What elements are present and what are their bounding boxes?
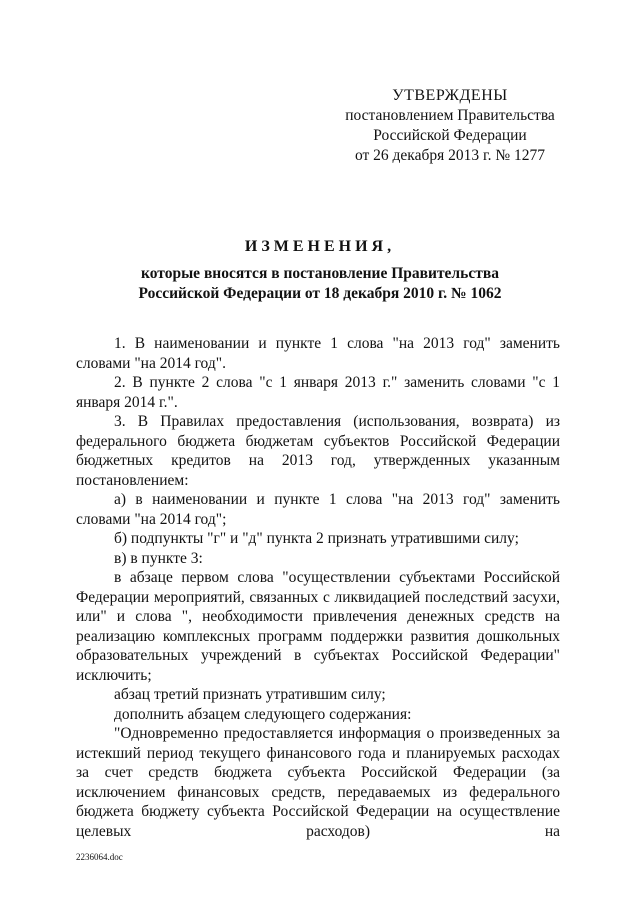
subtitle-line: Российской Федерации от 18 декабря 2010 г. № 1062 — [138, 285, 502, 302]
paragraph: 1. В наименовании и пункте 1 слова "на 2013 год" заменить словами "на 2014 год". — [76, 335, 560, 372]
paragraph: в) в пункте 3: — [114, 549, 203, 567]
document-subtitle — [60, 264, 580, 304]
paragraph: "Одновременно предоставляется информация о произведенных за истекший период текущего финансового года и планируемых расходах за счет средств бюджета субъекта Российской Федерации (за исключением финансовых средств, передаваемых из федерального бюджета бюджету субъекта Российской Федерации на осуществление целевых расходов) на — [76, 725, 560, 840]
document-body — [76, 334, 560, 841]
approval-line: Российской Федерации — [373, 127, 527, 144]
paragraph: 3. В Правилах предоставления (использования, возврата) из федерального бюджета бюджетам субъектов Российской Федерации бюджетных кредитов на 2013 год, утвержденных указанным постановлением: — [76, 413, 560, 489]
paragraph: б) подпункты "г" и "д" пункта 2 признать утратившими силу; — [114, 530, 519, 547]
document-title: ИЗМЕНЕНИЯ, — [244, 238, 396, 255]
approval-line: от 26 декабря 2013 г. № 1277 — [354, 147, 546, 164]
document-title-block — [60, 236, 580, 304]
paragraph: дополнить абзацем следующего содержания: — [114, 705, 412, 723]
subtitle-line: которые вносятся в постановление Правительства — [141, 265, 499, 282]
paragraph: в абзаце первом слова "осуществлении субъектами Российской Федерации мероприятий, связанных с ликвидацией последствий засухи, или" и слова ", необходимости привлечения денежных средств на реализацию комплексных программ поддержки развития дошкольных образовательных учреждений в субъектах Российской Федерации" исключить; — [76, 569, 560, 684]
approval-heading: УТВЕРЖДЕНЫ — [392, 87, 508, 104]
approval-line: постановлением Правительства — [345, 107, 555, 124]
paragraph: 2. В пункте 2 слова "с 1 января 2013 г." заменить словами "с 1 января 2014 г.". — [76, 374, 560, 411]
file-name-footer: 2236064.doc — [76, 852, 123, 862]
paragraph: а) в наименовании и пункте 1 слова "на 2013 год" заменить словами "на 2014 год"; — [76, 491, 560, 528]
paragraph: абзац третий признать утратившим силу; — [114, 686, 386, 703]
approval-stamp — [330, 86, 570, 166]
